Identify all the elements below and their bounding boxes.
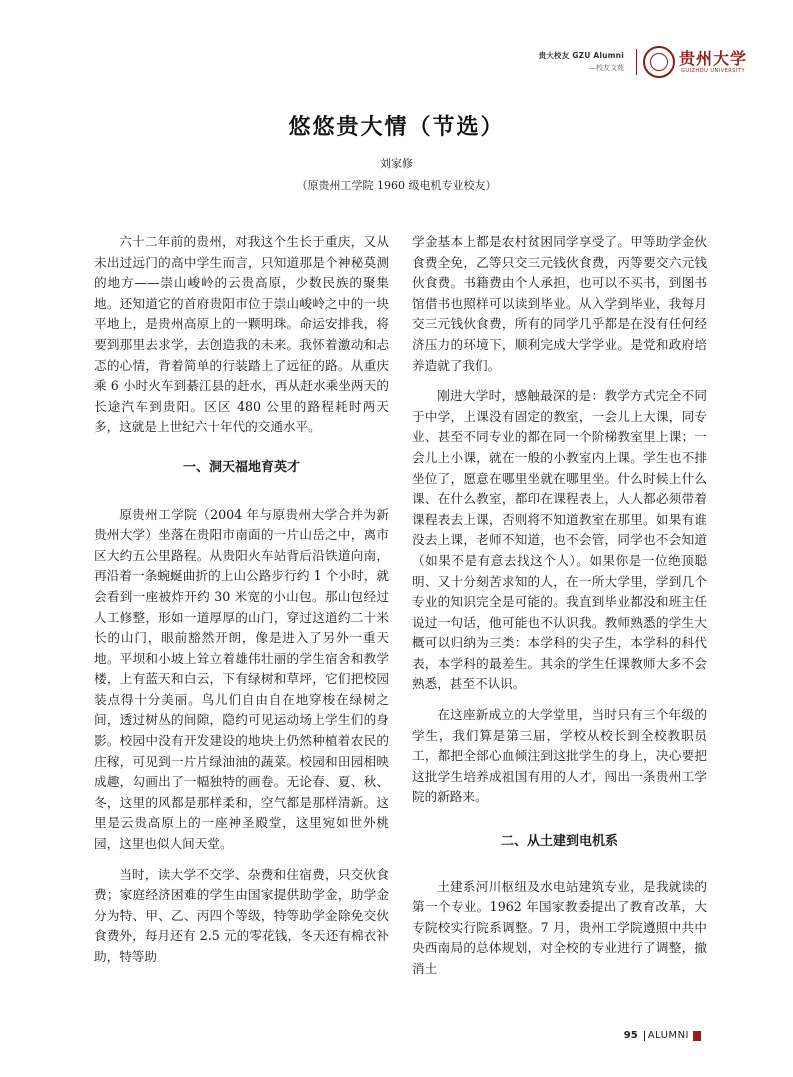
- alumni-label-line1: 贵大校友 GZU Alumni: [538, 51, 624, 60]
- paragraph: 六十二年前的贵州，对我这个生长于重庆，又从未出过远门的高中学生而言，只知道那是个神秘莫测的地方——崇山峻岭的云贵高原，少数民族的聚集地。还知道它的首府贵阳市位于崇山峻岭之中的一块平地上，是贵州高原上的一颗明珠。命运安排我，将要到那里去求学，去创造我的未来。我怀着激动和忐忑的心情，背着简单的行装踏上了远征的路。从重庆乘 6 小时火车到綦江县的赶水，再从赶水乘坐两天的长途汽车到贵阳。区区 480 公里的路程耗时两天多，这就是上世纪六十年代的交通水平。: [94, 234, 389, 435]
- article-author: 刘家修: [380, 157, 413, 170]
- page-number: 95: [623, 1030, 638, 1041]
- university-name-en: GUIZHOU UNIVERSITY: [680, 68, 746, 74]
- footer-divider: [644, 1031, 645, 1041]
- university-seal-icon: [643, 46, 675, 78]
- section-heading: 二、从土建到电机系: [500, 834, 618, 850]
- paragraph: 刚进大学时，感触最深的是：教学方式完全不同于中学，上课没有固定的教室，一会儿上大课，同专业、甚至不同专业的都在同一个阶梯教室里上课；一会儿上小课，就在一般的小教室内上课。学生也不排坐位了，愿意在哪里坐就在哪里坐。什么时候上什么课、在什么教室，都印在课程表上，人人都必须带着课程表去上课，否则将不知道教室在那里。如果有谁没去上课，老师不知道，也不会管，同学也不会知道（如果不是有意去找这个人）。如果你是一位绝顶聪明、又十分刻苦求知的人，在一所大学里，学到几个专业的知识完全是可能的。我直到毕业都没和班主任说过一句话，他可能也不认识我。教师熟悉的学生大概可以归纳为三类：本学科的尖子生，本学科的科代表，本学科的最差生。其余的学生任课教师大多不会熟悉，甚至不认识。: [412, 388, 707, 692]
- university-name-block: [679, 50, 747, 74]
- paragraph: 学金基本上都是农村贫困同学享受了。甲等助学金伙食费全免，乙等只交三元钱伙食费，丙等要交六元钱伙食费。书籍费由个人承担，也可以不买书，到图书馆借书也照样可以读到毕业。从入学到毕业，我每月交三元钱伙食费，所有的同学几乎都是在没有任何经济压力的环境下，顺利完成大学学业。是党和政府培养造就了我们。: [412, 234, 707, 373]
- university-name: 贵州大学: [678, 49, 747, 68]
- paragraph: 当时，读大学不交学、杂费和住宿费，只交伙食费；家庭经济困难的学生由国家提供助学金，助学金分为特、甲、乙、丙四个等级，特等助学金除免交伙食费外，每月还有 2.5 元的零花钱，冬天还有棉衣补助，特等助: [94, 866, 389, 964]
- logo-divider: [636, 49, 637, 75]
- page-footer: [624, 1030, 701, 1041]
- alumni-label: [539, 49, 624, 75]
- author-affiliation: （原贵州工学院 1960 级电机专业校友）: [296, 179, 497, 192]
- footer-section-label: ALUMNI: [647, 1030, 689, 1041]
- section-heading: 一、洞天福地育英才: [182, 459, 300, 475]
- right-column: [412, 232, 707, 990]
- university-logo: [539, 44, 747, 80]
- article-title: 悠悠贵大情（节选）: [288, 114, 505, 140]
- paragraph: 在这座新成立的大学堂里，当时只有三个年级的学生，我们算是第三届，学校从校长到全校教职员工，都把全部心血倾注到这批学生的身上，决心要把这批学生培养成祖国有用的人才，闯出一条贵州工学院的新路来。: [412, 707, 707, 805]
- paragraph: 土建系河川枢纽及水电站建筑专业，是我就读的第一个专业。1962 年国家教委提出了教育改革，大专院校实行院系调整。7 月，贵州工学院遵照中共中央西南局的总体规划，对全校的专业进行了调整，撤消土: [412, 878, 707, 976]
- alumni-label-line2: —校友文苑: [588, 64, 624, 72]
- paragraph: 原贵州工学院（2004 年与原贵州大学合并为新贵州大学）坐落在贵阳市南面的一片山岳之中，离市区大约五公里路程。从贵阳火车站背后沿铁道向南，再沿着一条蜿蜒曲折的上山公路步行约 1 个小时，就会看到一座被炸开约 30 米宽的小山包。那山包经过人工修整，形如一道厚厚的山门，穿过这道约二十米长的山门，眼前豁然开朗，像是进入了另外一重天地。平坝和小坡上耸立着雄伟壮丽的学生宿舍和教学楼，上有蓝天和白云，下有绿树和草坪，它们把校园装点得十分美丽。鸟儿们自由自在地穿梭在绿树之间，透过树丛的间隙，隐约可见运动场上学生们的身影。校园中没有开发建设的地块上仍然种植着农民的庄稼，可见到一片片绿油油的蔬菜。校园和田园相映成趣，勾画出了一幅独特的画卷。无论春、夏、秋、冬，这里的风都是那样柔和，空气都是那样清新。这里是云贵高原上的一座神圣殿堂，这里宛如世外桃园，这里也似人间天堂。: [94, 506, 389, 852]
- footer-accent-block: [693, 1031, 701, 1041]
- left-column: [94, 232, 389, 978]
